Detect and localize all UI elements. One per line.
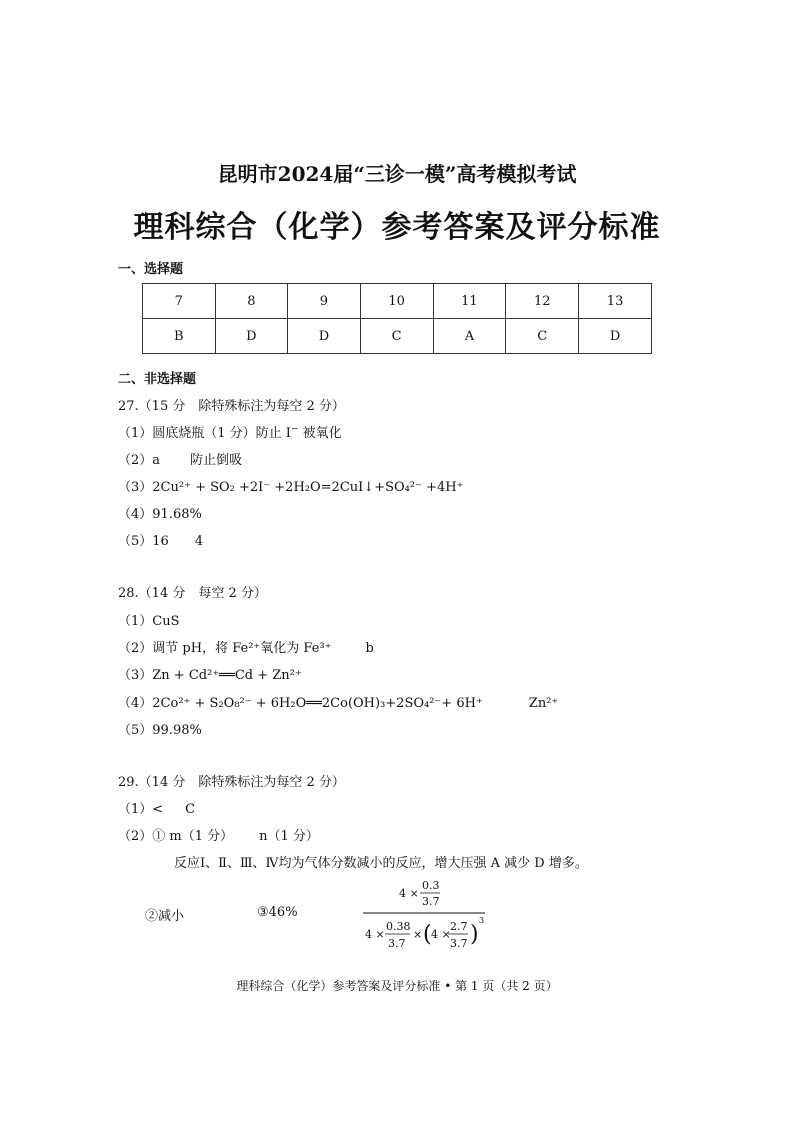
q29-line2	[118, 825, 319, 844]
svg-text:0.3: 0.3	[422, 879, 440, 892]
table-cell: B	[143, 319, 216, 354]
q28-line3: （3）Zn + Cd²⁺══Cd + Zn²⁺	[118, 668, 302, 683]
table-cell: 10	[360, 284, 433, 319]
q27-line1: （1）圆底烧瓶（1 分）防止 I− 被氧化	[118, 424, 342, 441]
q27-line1-text: （1）圆底烧瓶（1 分）防止 I	[118, 426, 291, 441]
q28-line4-a: （4）2Co²⁺ + S₂O₈²⁻ + 6H₂O══2Co(OH)₃+2SO₄²⁻+ 6H⁺	[118, 696, 483, 711]
q29-line2-a: （2）① m（1 分）	[118, 829, 234, 844]
svg-text:(: (	[423, 922, 432, 947]
q27-line2-b: 防止倒吸	[190, 453, 243, 468]
svg-text:3: 3	[479, 916, 485, 925]
q28-line2-b: b	[365, 641, 374, 656]
table-cell: C	[506, 319, 579, 354]
table-row-numbers	[143, 284, 652, 319]
svg-text:0.38: 0.38	[386, 920, 411, 933]
q27-line2-a: （2）a	[118, 453, 161, 468]
section-non-choice: 二、非选择题	[118, 372, 197, 387]
q27-line2	[118, 449, 242, 468]
q29-header: 29.（14 分 除特殊标注为每空 2 分）	[118, 775, 345, 790]
table-cell: D	[215, 319, 288, 354]
document-subtitle: 理科综合（化学）参考答案及评分标准	[133, 210, 661, 245]
table-cell: D	[579, 319, 652, 354]
q29-line3: 反应Ⅰ、Ⅱ、Ⅲ、Ⅳ均为气体分数减小的反应，增大压强 A 减少 D 增多。	[174, 856, 588, 871]
q29-line1	[118, 798, 195, 817]
q28-line5: （5）99.98%	[118, 723, 202, 738]
q27-header: 27.（15 分 除特殊标注为每空 2 分）	[118, 399, 345, 414]
answer-table	[142, 283, 652, 354]
table-cell: C	[360, 319, 433, 354]
q29-line1-b: C	[185, 802, 196, 817]
table-cell: D	[288, 319, 361, 354]
q29-line4b: ③46%	[257, 905, 298, 920]
svg-text:4 ×: 4 ×	[399, 887, 419, 900]
table-cell: 8	[215, 284, 288, 319]
svg-text:): )	[470, 922, 479, 947]
q27-line5-b: 4	[194, 534, 204, 549]
kp-fraction-expression	[355, 875, 495, 955]
svg-text:2.7: 2.7	[450, 920, 468, 933]
svg-text:3.7: 3.7	[388, 937, 406, 950]
q28-line1: （1）CuS	[118, 614, 180, 629]
q29-line2-b: n（1 分）	[259, 829, 319, 844]
q27-line3: （3）2Cu²⁺ + SO₂ +2I⁻ +2H₂O=2CuI↓+SO₄²⁻ +4H⁺	[118, 480, 464, 495]
q27-line5	[118, 530, 203, 549]
svg-text:4 ×: 4 ×	[431, 928, 451, 941]
table-cell: 12	[506, 284, 579, 319]
q29-line4a: ②减小	[145, 909, 185, 924]
svg-text:3.7: 3.7	[422, 895, 440, 908]
svg-text:4 ×: 4 ×	[365, 928, 385, 941]
table-cell: 9	[288, 284, 361, 319]
table-cell: 7	[143, 284, 216, 319]
q28-line4	[118, 692, 558, 711]
table-row-answers	[143, 319, 652, 354]
q29-line1-a: （1）<	[118, 802, 164, 817]
svg-text:×: ×	[413, 928, 423, 941]
q27-line5-a: （5）16	[118, 534, 169, 549]
q28-header: 28.（14 分 每空 2 分）	[118, 586, 267, 601]
section-multiple-choice: 一、选择题	[118, 262, 184, 277]
table-cell: A	[433, 319, 506, 354]
q27-line4: （4）91.68%	[118, 507, 202, 522]
table-cell: 11	[433, 284, 506, 319]
document-title: 昆明市2024届“三诊一模”高考模拟考试	[217, 162, 577, 186]
q28-line4-b: Zn²⁺	[528, 696, 559, 711]
table-cell: 13	[579, 284, 652, 319]
svg-text:3.7: 3.7	[450, 937, 468, 950]
q28-line2	[118, 637, 374, 656]
page-footer: 理科综合（化学）参考答案及评分标准 • 第 1 页（共 2 页）	[236, 979, 558, 993]
q28-line2-a: （2）调节 pH，将 Fe²⁺氧化为 Fe³⁺	[118, 641, 332, 656]
q27-line1-text-b: 被氧化	[298, 426, 342, 441]
